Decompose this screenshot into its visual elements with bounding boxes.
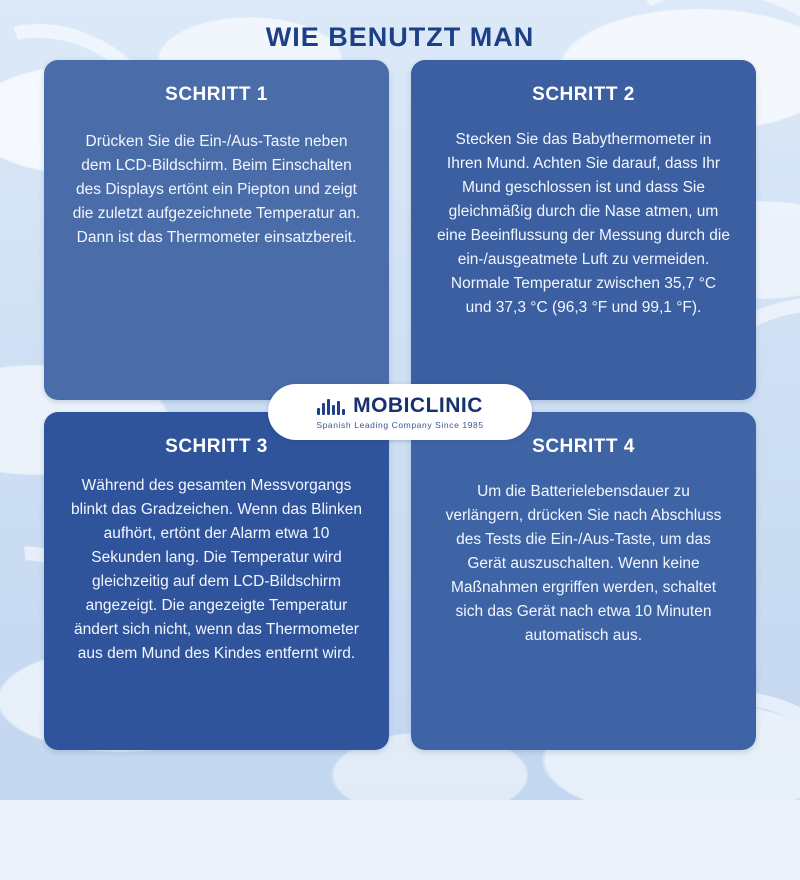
step-1-text: Drücken Sie die Ein-/Aus-Taste neben dem LCD-Bildschirm. Beim Einschalten des Displays ertönt ein Piepton und zeigt die zuletzt aufgezeichnete Temperatur an. Dann ist das Thermometer einsatzbereit. <box>72 133 361 247</box>
brand-logo-badge <box>268 384 532 440</box>
bar-chart-logo-icon <box>317 398 345 415</box>
step-4-text: Um die Batterielebensdauer zu verlängern, drücken Sie nach Abschluss des Tests die Ein-/Aus-Taste, um das Gerät auszuschalten. Wenn keine Maßnahmen ergriffen werden, schaltet sich das Gerät nach etwa 10 Minuten automatisch aus. <box>445 483 722 645</box>
step-2-title: SCHRITT 2 <box>532 84 635 105</box>
step-3-title: SCHRITT 3 <box>165 436 268 457</box>
step-card-4 <box>411 412 756 750</box>
page-title: WIE BENUTZT MAN <box>265 22 535 52</box>
step-2-text: Stecken Sie das Babythermometer in Ihren Mund. Achten Sie darauf, dass Ihr Mund geschlossen ist und dass Sie gleichmäßig durch die Nase atmen, um eine Beeinflussung der Messung durch die ein-/ausgeatmete Luft zu vermeiden. Normale Temperatur zwischen 35,7 °C und 37,3 °C (96,3 °F und 99,1 °F). <box>437 131 730 317</box>
step-1-title: SCHRITT 1 <box>165 84 268 105</box>
step-card-1 <box>44 60 389 400</box>
logo-row <box>317 394 483 418</box>
step-3-text: Während des gesamten Messvorgangs blinkt das Gradzeichen. Wenn das Blinken aufhört, ertönt der Alarm etwa 10 Sekunden lang. Die Temperatur wird gleichzeitig auf dem LCD-Bildschirm angezeigt. Die angezeigte Temperatur ändert sich nicht, wenn das Thermometer aus dem Mund des Kindes entfernt wird. <box>71 477 362 663</box>
logo-tagline: Spanish Leading Company Since 1985 <box>316 420 484 430</box>
logo-name: MOBICLINIC <box>353 394 483 417</box>
step-4-title: SCHRITT 4 <box>532 436 635 457</box>
step-card-3 <box>44 412 389 750</box>
step-card-2 <box>411 60 756 400</box>
